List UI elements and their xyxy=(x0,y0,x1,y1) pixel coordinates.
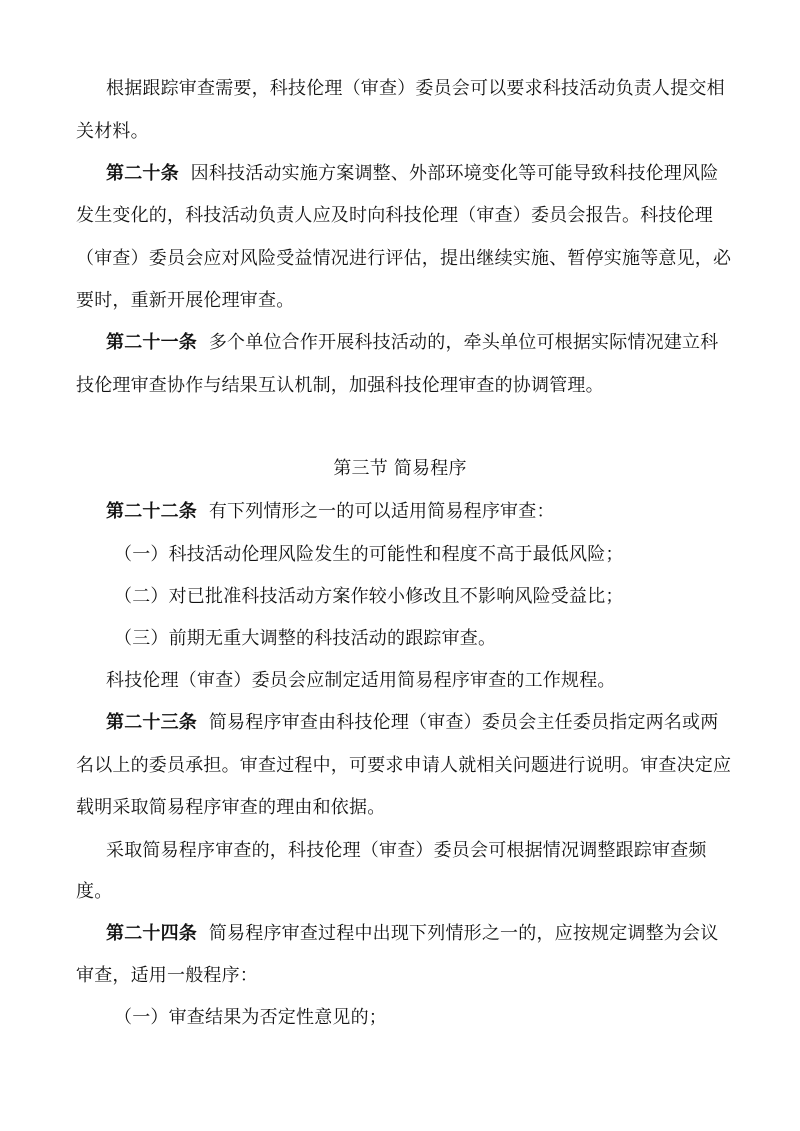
article-text: 因科技活动实施方案调整、外部环境变化等可能导致科技伦理风险 xyxy=(190,163,719,184)
article-20-line xyxy=(106,162,718,186)
paragraph-line: 采取简易程序审查的，科技伦理（审查）委员会可根据情况调整跟踪审查频 xyxy=(106,840,707,861)
article-label: 第二十二条 xyxy=(106,501,197,522)
article-label: 第二十四条 xyxy=(106,923,197,944)
article-label: 第二十一条 xyxy=(106,332,197,353)
article-24-line xyxy=(106,922,718,946)
section-heading: 第三节 简易程序 xyxy=(333,458,467,479)
paragraph-line: 要时，重新开展伦理审查。 xyxy=(76,290,295,311)
paragraph-line: 科技伦理（审查）委员会应制定适用简易程序审查的工作规程。 xyxy=(106,670,616,691)
paragraph-line: 名以上的委员承担。审查过程中，可要求申请人就相关问题进行说明。审查决定应 xyxy=(76,755,732,776)
article-22-line xyxy=(106,500,555,524)
paragraph-line: 度。 xyxy=(76,881,113,902)
list-item: （一）审查结果为否定性意见的； xyxy=(114,1007,387,1028)
paragraph-line: 发生变化的，科技活动负责人应及时向科技伦理（审查）委员会报告。科技伦理 xyxy=(76,205,713,226)
article-text: 简易程序审查过程中出现下列情形之一的，应按规定调整为会议 xyxy=(208,923,719,944)
paragraph-line: 载明采取简易程序审查的理由和依据。 xyxy=(76,797,386,818)
list-item: （一）科技活动伦理风险发生的可能性和程度不高于最低风险； xyxy=(114,544,624,565)
paragraph-line: 关材料。 xyxy=(76,121,149,142)
list-item: （二）对已批准科技活动方案作较小修改且不影响风险受益比； xyxy=(114,586,624,607)
list-item: （三）前期无重大调整的科技活动的跟踪审查。 xyxy=(114,628,497,649)
article-text: 简易程序审查由科技伦理（审查）委员会主任委员指定两名或两 xyxy=(208,712,719,733)
article-21-line xyxy=(106,331,718,355)
article-text: 多个单位合作开展科技活动的，牵头单位可根据实际情况建立科 xyxy=(208,332,719,353)
paragraph-line: 技伦理审查协作与结果互认机制，加强科技伦理审查的协调管理。 xyxy=(76,375,604,396)
paragraph-line: （审查）委员会应对风险受益情况进行评估，提出继续实施、暂停实施等意见，必 xyxy=(76,248,732,269)
article-label: 第二十三条 xyxy=(106,712,197,733)
article-23-line xyxy=(106,711,718,735)
article-label: 第二十条 xyxy=(106,163,179,184)
article-text: 有下列情形之一的可以适用简易程序审查： xyxy=(208,501,555,522)
paragraph-line: 根据跟踪审查需要，科技伦理（审查）委员会可以要求科技活动负责人提交相 xyxy=(106,78,725,99)
paragraph-line: 审查，适用一般程序： xyxy=(76,965,258,986)
